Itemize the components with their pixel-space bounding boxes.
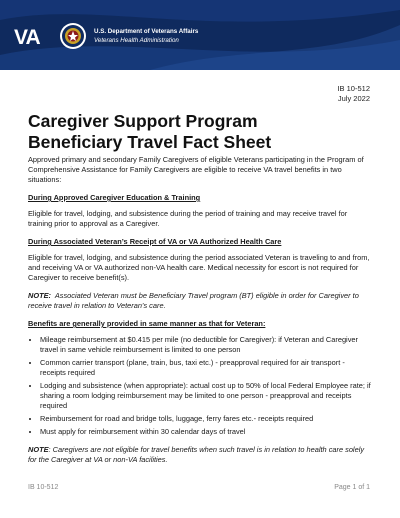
intro-paragraph: Approved primary and secondary Family Caregivers of eligible Veterans participating in the Program of Comprehensive Assistance for Family Caregivers are eligible to receive VA travel benefits in two situations:: [28, 155, 364, 184]
va-seal-icon: [59, 22, 87, 50]
final-note: [28, 445, 372, 465]
note-veteran-eligibility: [28, 291, 372, 311]
document-date: July 2022: [337, 94, 370, 103]
note-text: Associated Veteran must be Beneficiary Travel program (BT) eligible in order for Caregiver to receive travel in relation to Veteran’s care.: [28, 291, 359, 310]
footer-doc-id: IB 10-512: [28, 484, 59, 491]
final-note-label: NOTE: [28, 445, 49, 454]
list-item: • Mileage reimbursement at $0.415 per mile (no deductible for Caregiver): if Veteran and Caregiver travel in same vehicle reimbursement is limited to one person: [40, 335, 372, 355]
list-item: • Common carrier transport (plane, train, bus, taxi etc.) - preapproval required for air transport - receipts required: [40, 358, 372, 378]
dept-line-1: U.S. Department of Veterans Affairs: [94, 28, 199, 35]
list-item: • Reimbursement for road and bridge tolls, luggage, ferry fares etc.- receipts required: [40, 414, 372, 424]
header-banner: [0, 0, 400, 70]
document-id-block: [337, 84, 370, 104]
note-label: NOTE:: [28, 291, 51, 300]
section-body-training: Eligible for travel, lodging, and subsistence during the period of training and may receive travel for training prior to approval as a Caregiver.: [28, 209, 348, 228]
section-body-health-care: Eligible for travel, lodging, and subsistence during the period associated Veteran is traveling to and from, and receiving VA or VA authorized non-VA health care. Medical necessity for escort is not required for Caregiver to receive benefit(s).: [28, 253, 370, 282]
section-heading-health-care: During Associated Veteran’s Receipt of VA or VA Authorized Health Care: [28, 237, 282, 246]
list-item: • Lodging and subsistence (when appropriate): actual cost up to 50% of local Federal Employee rate; if sharing a room lodging reimbursement may be limited to one person - preapproval and receipts required: [40, 381, 372, 411]
final-note-text: : Caregivers are not eligible for travel benefits when such travel is in relation to health care solely for the Caregiver at VA or non-VA facilities.: [28, 445, 365, 464]
footer-page-number: Page 1 of 1: [334, 484, 370, 491]
va-logo: VA: [14, 26, 40, 49]
dept-line-2: Veterans Health Administration: [94, 37, 179, 44]
title-line-1: Caregiver Support Program: [28, 111, 258, 131]
benefits-list: [28, 335, 372, 437]
title-line-2: Beneficiary Travel Fact Sheet: [28, 132, 272, 152]
page-title: [28, 111, 368, 153]
section-heading-benefits: Benefits are generally provided in same manner as that for Veteran:: [28, 319, 266, 328]
document-body: [28, 155, 372, 473]
section-heading-training: During Approved Caregiver Education & Training: [28, 193, 201, 202]
ib-number: IB 10-512: [337, 84, 370, 93]
list-item: • Must apply for reimbursement within 30 calendar days of travel: [40, 427, 372, 437]
department-name: [94, 27, 198, 45]
